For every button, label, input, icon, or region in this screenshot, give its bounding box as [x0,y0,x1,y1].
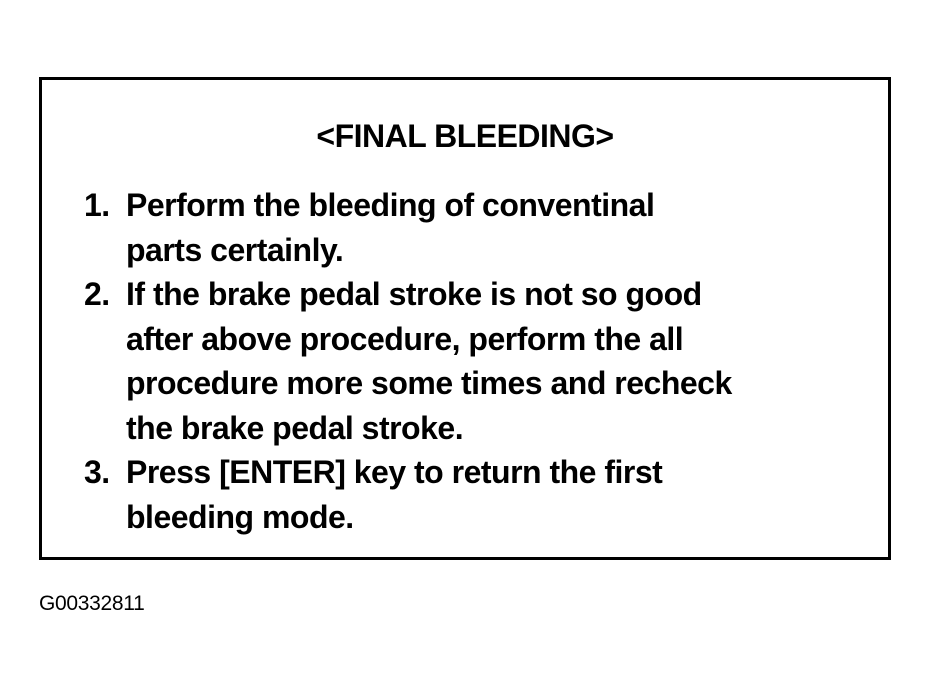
step-text [126,183,846,272]
step-item [84,450,846,539]
step-item [84,183,846,272]
step-line: the brake pedal stroke. [126,409,464,446]
step-number: 1. [84,187,110,223]
step-line: procedure more some times and recheck [126,365,732,401]
instruction-steps [84,183,846,539]
step-line: bleeding mode. [126,498,354,535]
step-item [84,272,846,450]
step-line: parts certainly. [126,231,344,268]
step-number: 3. [84,454,110,490]
step-text [126,272,846,450]
step-line: If the brake pedal stroke is not so good [126,276,702,312]
figure-id: G00332811 [39,592,145,615]
screen-title: <FINAL BLEEDING> [316,118,614,154]
step-line: after above procedure, perform the all [126,320,684,357]
step-text [126,450,846,539]
step-number: 2. [84,276,110,312]
step-line: Press [ENTER] key to return the first [126,454,663,490]
step-line: Perform the bleeding of conventinal [126,187,655,223]
diagnostic-screen-box [39,77,891,560]
